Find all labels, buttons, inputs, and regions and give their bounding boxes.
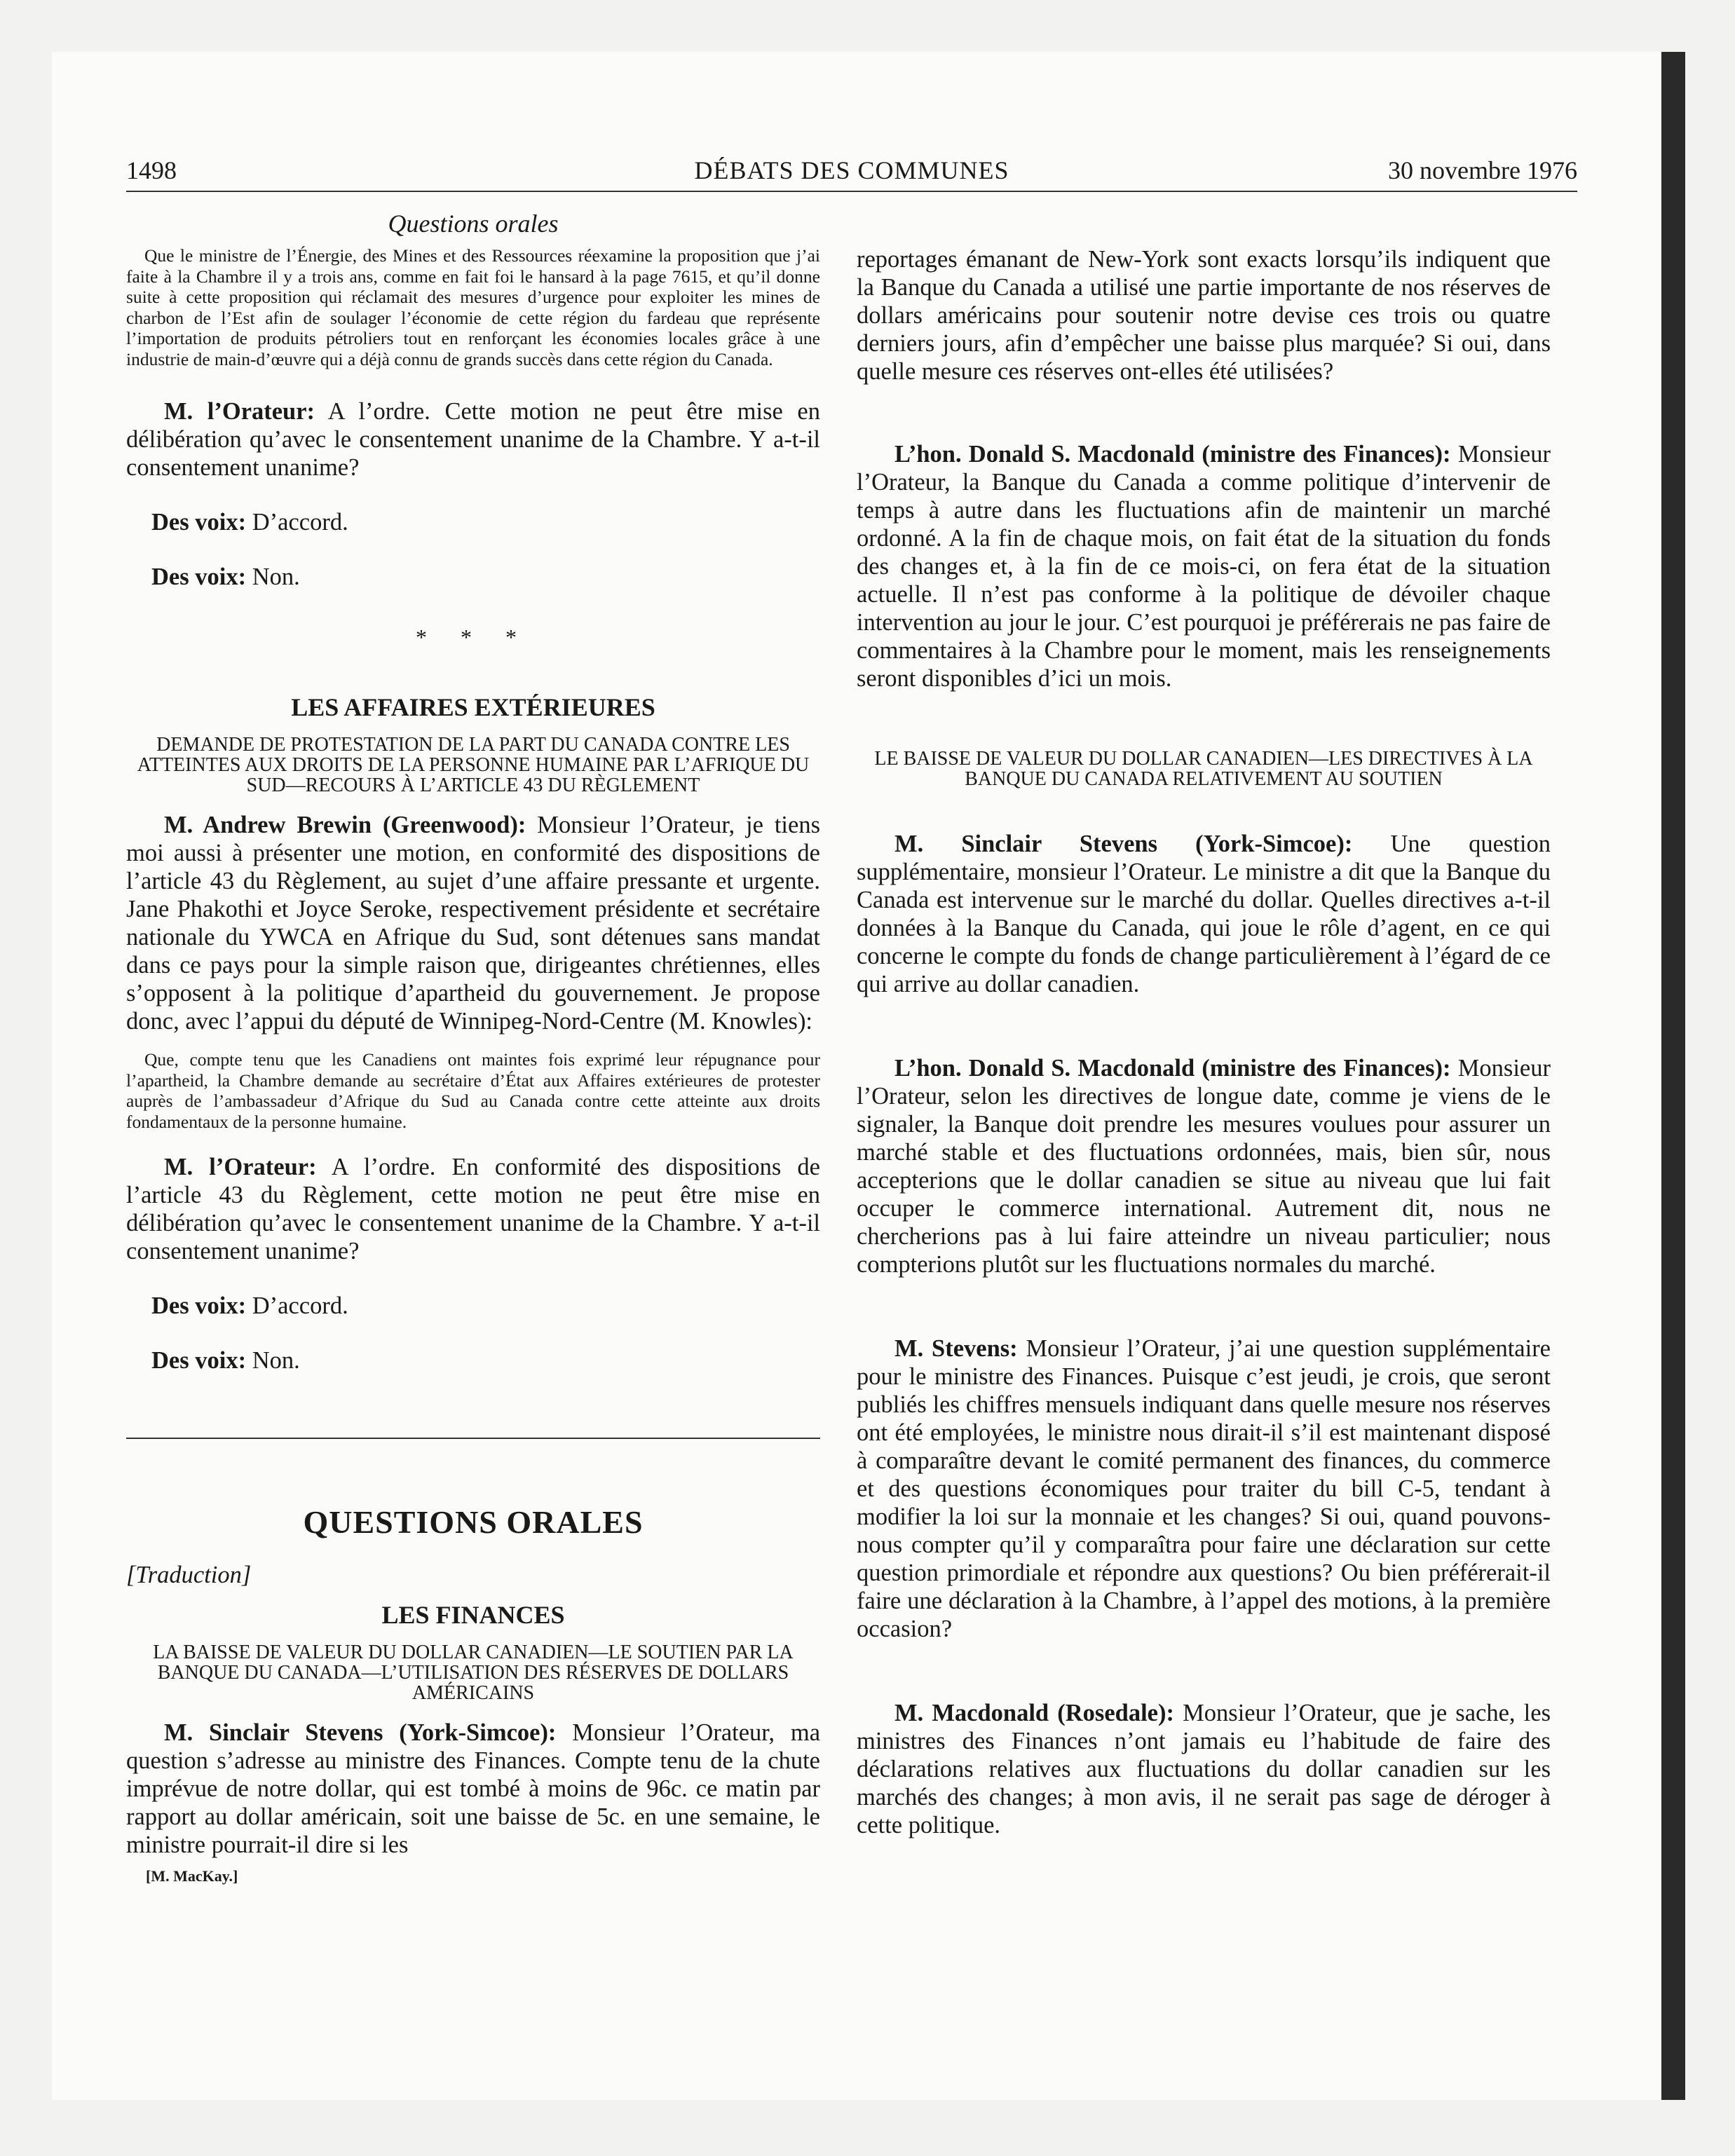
speech-text: Monsieur l’Orateur, selon les directives de longue date, comme je viens de le signaler, la Banque doit prendre les mesures voulues pour assurer un marché stable et des fluctuations ordonnées, mais, bien sûr, nous accepterions que le dollar canadien se situe au niveau que lui fait occuper le commerce international. Autrement dit, nous ne chercherions pas à lui faire atteindre un niveau particulier; nous compterions plutôt sur les fluctuations normales du marché. [857, 1055, 1551, 1278]
speech-paragraph [857, 1699, 1551, 1839]
page-number: 1498 [126, 156, 177, 184]
publication-title: DÉBATS DES COMMUNES [694, 156, 1009, 184]
speech-paragraph [126, 1719, 820, 1859]
speech-text: Monsieur l’Orateur, je tiens moi aussi à présenter une motion, en conformité des dispositions de l’article 43 du Règlement, au sujet d’une affaire pressante et urgente. Jane Phakothi et Joyce Seroke, respectivement présidente et secrétaire nationale du YWCA en Afrique du Sud, sont détenues sans mandat dans ce pays pour la simple raison que, dirigeantes chrétiennes, elles s’opposent à la politique d’apartheid du gouvernement. Je propose donc, avec l’appui du député de Winnipeg-Nord-Centre (M. Knowles): [126, 812, 821, 1035]
left-column [126, 203, 820, 1885]
page-date: 30 novembre 1976 [1388, 156, 1577, 184]
section-separator: * * * [416, 625, 531, 650]
section-title: LES AFFAIRES EXTÉRIEURES [291, 693, 655, 721]
speech-text: Monsieur l’Orateur, ma question s’adresse au ministre des Finances. Compte tenu de la chute imprévue de notre dollar, qui est tombé à moins de 96c. ce matin par rapport au dollar américain, soit une baisse de 5c. en une semaine, le ministre pourrait-il dire si les [126, 1719, 821, 1858]
speech-text: Monsieur l’Orateur, que je sache, les ministres des Finances n’ont jamais eu l’habitude de faire des déclarations relatives aux fluctuations du dollar canadien sur les marchés des changes; à mon avis, il ne serait pas sage de déroger à cette politique. [857, 1700, 1551, 1838]
scan-edge-bar [1661, 52, 1685, 2100]
speaker-name: L’hon. Donald S. Macdonald (ministre des Finances): [894, 1055, 1451, 1082]
subsection-title: LA BAISSE DE VALEUR DU DOLLAR CANADIEN—LE SOUTIEN PAR LA BANQUE DU CANADA—L’UTILISATION DES RÉSERVES DE DOLLARS AMÉRICAINS [153, 1642, 794, 1704]
speaker-name: M. Sinclair Stevens (York-Simcoe): [894, 831, 1353, 857]
speech-text: Monsieur l’Orateur, j’ai une question supplémentaire pour le ministre des Finances. Puisque c’est jeudi, je crois, que seront publiés les chiffres mensuels indiquant dans quelle mesure nos réserves ont été employées, le ministre nous dirait-il s’il est maintenant disposé à comparaître devant le comité permanent des finances, du commerce et des questions économiques pour traiter du bill C-5, tendant à modifier la loi sur la monnaie et les changes? Si oui, quand pouvons-nous compter qu’il y comparaîtra pour faire une déclaration sur cette question primordiale et répondre aux questions? Ou bien préférerait-il faire une déclaration à la Chambre, à l’appel des motions, à la première occasion? [857, 1335, 1551, 1642]
speech-text: A l’ordre. Cette motion ne peut être mise en délibération qu’avec le consentement unanime de la Chambre. Y a-t-il consentement unanime? [126, 398, 820, 481]
voices-yes: Des voix: D’accord. [151, 509, 348, 535]
speech-paragraph [126, 1153, 820, 1265]
motion-text: Que, compte tenu que les Canadiens ont maintes fois exprimé leur répugnance pour l’apartheid, la Chambre demande au secrétaire d’État aux Affaires extérieures de protester auprès de l’ambassadeur d’Afrique du Sud au Canada contre cette atteinte aux droits fondamentaux de la personne humaine. [126, 1049, 820, 1132]
subsection-title: LE BAISSE DE VALEUR DU DOLLAR CANADIEN—LES DIRECTIVES À LA BANQUE DU CANADA RELATIVEMENT AU SOUTIEN [874, 748, 1533, 790]
speech-paragraph [126, 811, 820, 1035]
speech-paragraph [857, 1054, 1551, 1278]
speaker-name: M. l’Orateur: [164, 1154, 317, 1180]
speaker-name: M. Andrew Brewin (Greenwood): [164, 812, 526, 838]
voices-no: Des voix: Non. [151, 564, 300, 590]
right-column [857, 245, 1551, 1839]
speaker-name: M. Stevens: [894, 1335, 1018, 1362]
section-title: LES FINANCES [381, 1601, 565, 1629]
subsection-title: DEMANDE DE PROTESTATION DE LA PART DU CANADA CONTRE LES ATTEINTES AUX DROITS DE LA PERSONNE HUMAINE PAR L’AFRIQUE DU SUD—RECOURS À L’ARTICLE 43 DU RÈGLEMENT [137, 734, 810, 796]
speaker-name: M. Macdonald (Rosedale): [894, 1700, 1174, 1726]
continued-text: reportages émanant de New-York sont exacts lorsqu’ils indiquent que la Banque du Canada a utilisé une partie importante de nos réserves de dollars américains pour soutenir notre devise ces trois ou quatre derniers jours, afin d’empêcher une baisse plus marquée? Si oui, dans quelle mesure ces réserves ont-elles été utilisées? [857, 246, 1551, 385]
speech-paragraph [857, 440, 1551, 692]
speech-text: Une question supplémentaire, monsieur l’Orateur. Le ministre a dit que la Banque du Canada est intervenue sur le marché du dollar. Quelles directives a-t-il données à la Banque du Canada, qui joue le rôle d’agent, en ce qui concerne le compte du fonds de change particulièrement à l’égard de ce qui arrive au dollar canadien. [857, 831, 1551, 997]
speaker-name: M. l’Orateur: [164, 398, 315, 425]
voices-no: Des voix: Non. [151, 1347, 300, 1374]
section-divider [126, 1438, 820, 1439]
running-head: Questions orales [388, 210, 559, 238]
major-heading: QUESTIONS ORALES [303, 1504, 644, 1540]
speech-text: Monsieur l’Orateur, la Banque du Canada a comme politique d’intervenir de temps à autre dans les fluctuations afin de maintenir un marché ordonné. A la fin de chaque mois, on fait état de la situation du fonds des changes et, à la fin de ce mois-ci, on fera état de la situation actuelle. Il n’est pas conforme à la politique de dévoiler chaque intervention au jour le jour. C’est pourquoi je préférerais ne pas faire de commentaires à la Chambre pour le moment, mais les renseignements seront disponibles d’ici un mois. [857, 441, 1551, 692]
speech-paragraph [857, 1335, 1551, 1643]
speaker-name: L’hon. Donald S. Macdonald (ministre des Finances): [894, 441, 1451, 468]
speech-text: A l’ordre. En conformité des dispositions de l’article 43 du Règlement, cette motion ne peut être mise en délibération qu’avec le consentement unanime de la Chambre. Y a-t-il consentement unanime? [126, 1154, 820, 1264]
speaker-name: M. Sinclair Stevens (York-Simcoe): [164, 1719, 557, 1746]
page-header [126, 156, 1577, 192]
voices-yes: Des voix: D’accord. [151, 1292, 348, 1319]
speech-paragraph [126, 397, 820, 482]
translation-note: [Traduction] [126, 1562, 252, 1588]
speech-paragraph [857, 830, 1551, 998]
motion-text: Que le ministre de l’Énergie, des Mines et des Ressources réexamine la proposition que j’ai faite à la Chambre il y a trois ans, comme en fait foi le hansard à la page 7615, et qu’il donne suite à cette proposition qui réclamait des mesures d’urgence pour exploiter les mines de charbon de l’Est afin de soulager l’économie de cette région du fardeau que représente l’importation de produits pétroliers tout en renforçant les économies locales grâce à une industrie de main-d’œuvre qui a déjà connu de grands succès dans cette région du Canada. [126, 245, 820, 369]
footer-note: [M. MacKay.] [146, 1867, 238, 1885]
